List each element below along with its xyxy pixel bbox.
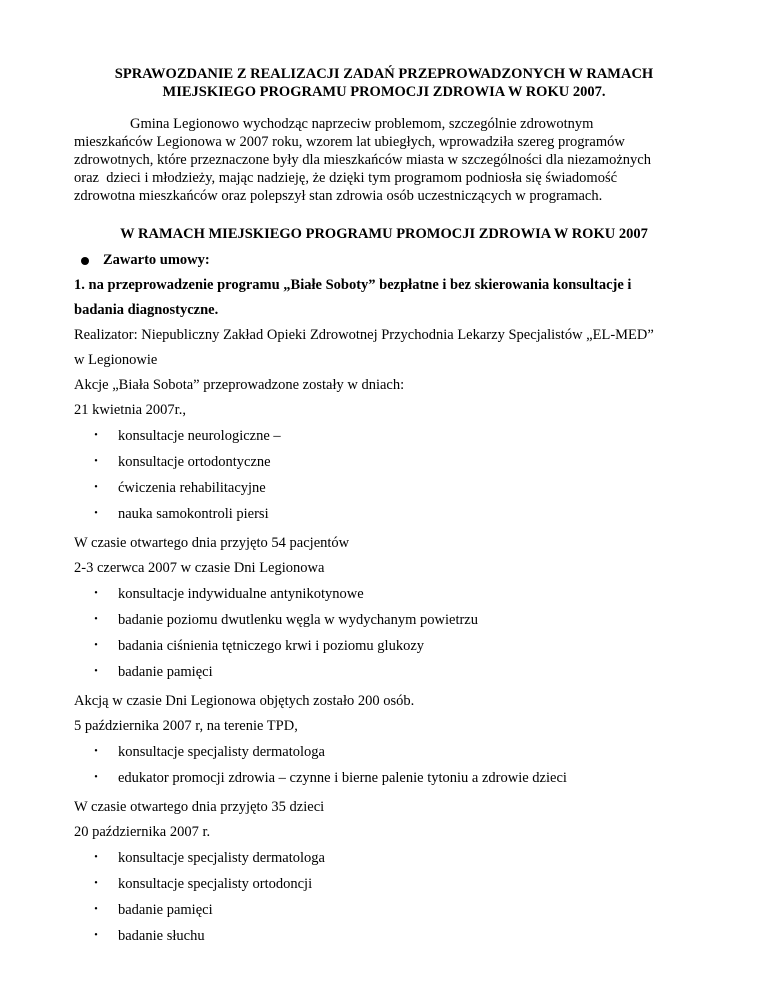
bullet-icon: • bbox=[94, 746, 98, 757]
agreements-heading bbox=[74, 252, 694, 269]
list-item: • konsultacje specjalisty dermatologa bbox=[74, 743, 694, 761]
event-date: 21 kwietnia 2007r., bbox=[74, 402, 186, 418]
akcje-intro: Akcje „Biała Sobota” przeprowadzone zostały w dniach: bbox=[74, 377, 405, 393]
intro-line: zdrowotnych, które przeznaczone były dla mieszkańców miasta w szczególności dla niezamożnych bbox=[74, 152, 651, 168]
bullet-icon: • bbox=[94, 614, 98, 625]
filled-circle-bullet-icon bbox=[81, 257, 89, 265]
item1-line1: 1. na przeprowadzenie programu „Białe Soboty” bezpłatne i bez skierowania konsultacje i bbox=[74, 277, 632, 293]
bullet-icon: • bbox=[94, 482, 98, 493]
event-summary: Akcją w czasie Dni Legionowa objętych zostało 200 osób. bbox=[74, 693, 415, 709]
list-item: • nauka samokontroli piersi bbox=[74, 505, 694, 523]
realizator-line1: Realizator: Niepubliczny Zakład Opieki Zdrowotnej Przychodnia Lekarzy Specjalistów „EL-MED” bbox=[74, 327, 654, 343]
bullet-icon: • bbox=[94, 666, 98, 677]
item1-line2: badania diagnostyczne. bbox=[74, 302, 219, 318]
list-item: • konsultacje specjalisty dermatologa bbox=[74, 849, 694, 867]
list-item: • badanie pamięci bbox=[74, 663, 694, 681]
event-items-list bbox=[74, 743, 694, 787]
event-items-list bbox=[74, 849, 694, 945]
section-subtitle: W RAMACH MIEJSKIEGO PROGRAMU PROMOCJI ZDROWIA W ROKU 2007 bbox=[120, 226, 648, 242]
bullet-icon: • bbox=[94, 508, 98, 519]
document-title-line2: MIEJSKIEGO PROGRAMU PROMOCJI ZDROWIA W ROKU 2007. bbox=[162, 84, 606, 100]
event-items-list bbox=[74, 585, 694, 681]
agreements-label: Zawarto umowy: bbox=[103, 252, 210, 268]
realizator-line2: w Legionowie bbox=[74, 352, 158, 368]
bullet-icon: • bbox=[94, 430, 98, 441]
event-date: 5 października 2007 r, na terenie TPD, bbox=[74, 718, 298, 734]
list-item: • edukator promocji zdrowia – czynne i bierne palenie tytoniu a zdrowie dzieci bbox=[74, 769, 694, 787]
bullet-icon: • bbox=[94, 852, 98, 863]
event-date: 20 października 2007 r. bbox=[74, 824, 211, 840]
bullet-icon: • bbox=[94, 588, 98, 599]
event-date: 2-3 czerwca 2007 w czasie Dni Legionowa bbox=[74, 560, 325, 576]
bullet-icon: • bbox=[94, 456, 98, 467]
list-item: • konsultacje neurologiczne – bbox=[74, 427, 694, 445]
list-item: • konsultacje ortodontyczne bbox=[74, 453, 694, 471]
list-item: • konsultacje specjalisty ortodoncji bbox=[74, 875, 694, 893]
bullet-icon: • bbox=[94, 930, 98, 941]
bullet-icon: • bbox=[94, 904, 98, 915]
intro-line: zdrowotna mieszkańców oraz polepszył stan zdrowia osób uczestniczących w programach. bbox=[74, 188, 603, 204]
document-title-line1: SPRAWOZDANIE Z REALIZACJI ZADAŃ PRZEPROWADZONYCH W RAMACH bbox=[114, 66, 654, 82]
intro-line: mieszkańców Legionowa w 2007 roku, wzorem lat ubiegłych, wprowadziła szereg programów bbox=[74, 134, 625, 150]
list-item: • badanie słuchu bbox=[74, 927, 694, 945]
list-item: • konsultacje indywidualne antynikotynowe bbox=[74, 585, 694, 603]
event-items-list bbox=[74, 427, 694, 523]
intro-paragraph bbox=[74, 115, 694, 205]
bullet-icon: • bbox=[94, 640, 98, 651]
list-item: • ćwiczenia rehabilitacyjne bbox=[74, 479, 694, 497]
intro-line: oraz dzieci i młodzieży, mając nadzieję, że dzięki tym programom podniosła się świadomość bbox=[74, 170, 618, 186]
event-summary: W czasie otwartego dnia przyjęto 54 pacjentów bbox=[74, 535, 350, 551]
bullet-icon: • bbox=[94, 772, 98, 783]
event-summary: W czasie otwartego dnia przyjęto 35 dzieci bbox=[74, 799, 325, 815]
bullet-icon: • bbox=[94, 878, 98, 889]
list-item: • badanie pamięci bbox=[74, 901, 694, 919]
list-item: • badania ciśnienia tętniczego krwi i poziomu glukozy bbox=[74, 637, 694, 655]
list-item: • badanie poziomu dwutlenku węgla w wydychanym powietrzu bbox=[74, 611, 694, 629]
intro-line: Gmina Legionowo wychodząc naprzeciw problemom, szczególnie zdrowotnym bbox=[130, 116, 594, 132]
